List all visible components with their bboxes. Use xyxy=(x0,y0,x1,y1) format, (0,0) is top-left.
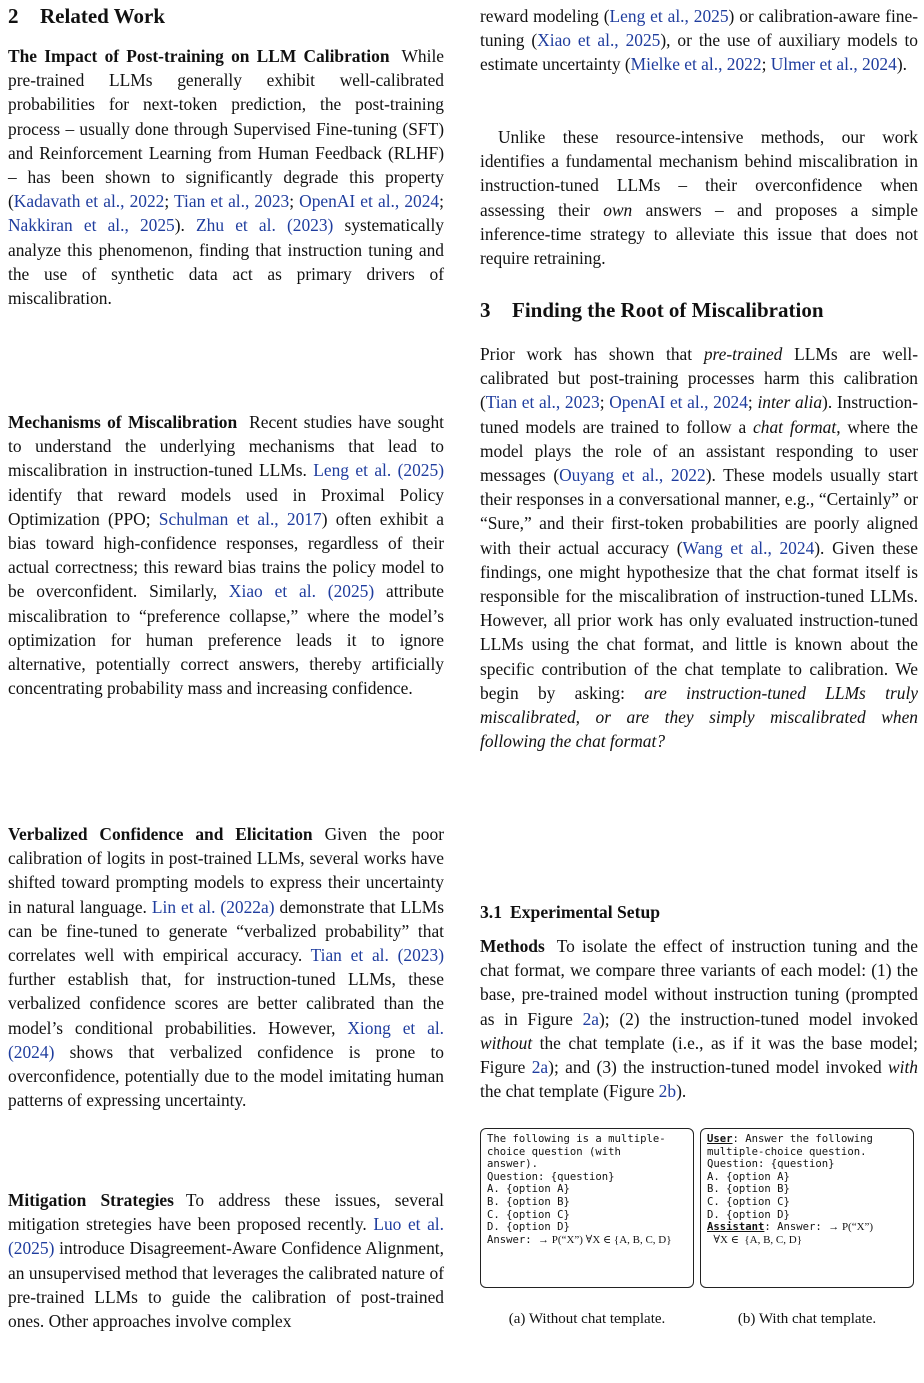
figure-2b-prompt-box xyxy=(700,1128,914,1288)
prompt-line: C. {option C} xyxy=(487,1208,570,1221)
citation-link[interactable]: Xiong et al. (2024) xyxy=(8,1017,444,1062)
section-number: 3 xyxy=(480,298,491,322)
paragraph-heading: Mitigation Strategies xyxy=(8,1190,174,1210)
prompt-line: A. {option A} xyxy=(707,1170,790,1183)
prompt-line: C. {option C} xyxy=(707,1195,790,1208)
citation-link[interactable]: Tian et al. (2023) xyxy=(310,945,444,966)
citation-link[interactable]: Mielke et al., 2022 xyxy=(630,54,762,75)
paragraph-post-training-impact: The Impact of Post-training on LLM Calibration While pre-trained LLMs generally exhibit well-calibrated probabilities for next-token prediction, the post-training process – usually done through Supervised Fine-tuning (SFT) and Reinforcement Learning from Human Feedback (RLHF) – has been shown to significantly degrade this property (Kadavath et al., 2022; Tian et al., 2023; OpenAI et al., 2024; Nakkiran et al., 2025). Zhu et al. (2023) systematically analyze this phenomenon, finding that instruction tuning and the use of synthetic data act as primary drivers of miscalibration. xyxy=(8,46,444,309)
prompt-line: D. {option D} xyxy=(487,1221,570,1234)
citation-link[interactable]: Schulman et al., 2017 xyxy=(158,508,322,529)
prompt-line: D. {option D} xyxy=(707,1208,790,1221)
prompt-answer-line: Answer: → P(“X”) ∀X ∈ {A, B, C, D} xyxy=(487,1233,672,1246)
citation-link[interactable]: Kadavath et al., 2022 xyxy=(13,191,165,212)
paragraph-methods: Methods To isolate the effect of instruction tuning and the chat format, we compare three variants of each model: (1) the base, pre-trained model without instruction tuning (prompted as in Figure 2a); (2) the instruction-tuned model invoked without the chat template (i.e., as if it was the base model; Figure 2a); and (3) the instruction-tuned model invoked with the chat template (Figure 2b). xyxy=(480,936,918,1102)
subsection-title: Experimental Setup xyxy=(510,902,661,922)
prompt-line: answer). xyxy=(487,1158,539,1171)
prompt-answer-line: ∀X ∈ {A, B, C, D} xyxy=(713,1233,802,1246)
paragraph-continued: reward modeling (Leng et al., 2025) or calibration-aware fine-tuning (Xiao et al., 2025), or the use of auxiliary models to estimate uncertainty (Mielke et al., 2022; Ulmer et al., 2024). xyxy=(480,6,918,75)
paragraph-heading: Mechanisms of Miscalibration xyxy=(8,412,238,432)
citation-link[interactable]: Lin et al. (2022a) xyxy=(151,896,275,917)
citation-link[interactable]: Leng et al., 2025 xyxy=(609,6,729,26)
figure-2a-prompt-box xyxy=(480,1128,694,1288)
figure-2b-caption: (b) With chat template. xyxy=(737,1311,877,1327)
paragraph-heading: Methods xyxy=(480,936,545,956)
paragraph-heading: Verbalized Confidence and Elicitation xyxy=(8,824,313,844)
section-number: 2 xyxy=(8,4,19,28)
prompt-line: A. {option A} xyxy=(487,1183,570,1196)
figure-reference-link[interactable]: 2a xyxy=(582,1008,599,1029)
citation-link[interactable]: Zhu et al. (2023) xyxy=(196,215,334,236)
paragraph-prior-work: Prior work has shown that pre-trained LLMs are well-calibrated but post-training processes harm this calibration (Tian et al., 2023; OpenAI et al., 2024; inter alia). Instruction-tuned models are trained to follow a chat format, where the model plays the role of an assistant responding to user messages (Ouyang et al., 2022). These models usually start their responses in a conversational manner, e.g., “Certainly” or “Sure,” and their first-token probabilities are poorly aligned with their actual accuracy (Wang et al., 2024). Given these findings, one might hypothesize that the chat format itself is responsible for the miscalibration of instruction-tuned LLMs. However, all prior work has only evaluated instruction-tuned LLMs using the chat format, and little is known about the specific contribution of the chat template to calibration. We begin by asking: are instruction-tuned LLMs truly miscalibrated, or are they simply miscalibrated when following the chat format? xyxy=(480,344,919,752)
prompt-line: choice question (with xyxy=(487,1145,621,1158)
prompt-line: The following is a multiple- xyxy=(487,1133,666,1145)
citation-link[interactable]: Xiao et al., 2025 xyxy=(537,30,661,51)
prompt-line: Question: {question} xyxy=(707,1158,835,1171)
subsection-3-1-heading xyxy=(480,900,918,924)
assistant-label: Assistant xyxy=(707,1221,765,1234)
prompt-line: B. {option B} xyxy=(707,1183,790,1196)
figure-reference-link[interactable]: 2a xyxy=(531,1057,549,1078)
prompt-line: B. {option B} xyxy=(487,1195,570,1208)
paragraph-heading: The Impact of Post-training on LLM Calibration xyxy=(8,46,390,66)
figure-2a-caption: (a) Without chat template. xyxy=(508,1311,666,1327)
citation-link[interactable]: Ouyang et al., 2022 xyxy=(559,465,706,486)
user-label: User xyxy=(707,1133,733,1145)
prompt-line: multiple-choice question. xyxy=(707,1145,867,1158)
citation-link[interactable]: OpenAI et al., 2024 xyxy=(609,392,748,413)
prompt-assistant-line: Assistant: Answer: → P(“X”) xyxy=(707,1221,874,1234)
citation-link[interactable]: Tian et al., 2023 xyxy=(174,191,290,212)
section-3-heading xyxy=(480,296,918,324)
prompt-user-line: User: Answer the following xyxy=(707,1133,873,1145)
citation-link[interactable]: Tian et al., 2023 xyxy=(485,392,600,413)
subsection-number: 3.1 xyxy=(480,902,502,922)
citation-link[interactable]: Xiao et al. (2025) xyxy=(228,581,375,602)
paragraph-verbalized-confidence: Verbalized Confidence and Elicitation Given the poor calibration of logits in post-trained LLMs, several works have shifted toward prompting models to express their uncertainty in natural language. Lin et al. (2022a) demonstrate that LLMs can be fine-tuned to generate “verbalized probability” that correlates well with empirical accuracy. Tian et al. (2023) further establish that, for instruction-tuned LLMs, these verbalized confidence scores are better calibrated than the model’s conditional probabilities. However, Xiong et al. (2024) shows that verbalized confidence is prone to overconfidence, potentially due to the model imitating human patterns of expressing uncertainty. xyxy=(8,824,444,1111)
citation-link[interactable]: Ulmer et al., 2024 xyxy=(770,54,897,75)
paragraph-unlike: Unlike these resource-intensive methods, our work identifies a fundamental mechanism behind miscalibration in instruction-tuned LLMs – their overconfidence when assessing their own answers – and proposes a simple inference-time strategy to alleviate this issue that does not require retraining. xyxy=(480,127,918,269)
section-title: Related Work xyxy=(40,4,166,28)
figure-reference-link[interactable]: 2b xyxy=(658,1081,677,1102)
citation-link[interactable]: Luo et al. (2025) xyxy=(8,1214,444,1259)
citation-link[interactable]: Wang et al., 2024 xyxy=(682,537,815,558)
citation-link[interactable]: Nakkiran et al., 2025 xyxy=(8,215,175,236)
prompt-line: Question: {question} xyxy=(487,1170,615,1183)
paragraph-mitigation: Mitigation Strategies To address these issues, several mitigation stretegies have been proposed recently. Luo et al. (2025) introduce Disagreement-Aware Confidence Alignment, an unsupervised method that leverages the calibrated nature of pre-trained LLMs to guide the calibration of post-trained ones. Other approaches involve complex xyxy=(8,1190,445,1332)
citation-link[interactable]: Leng et al. (2025) xyxy=(313,460,444,481)
paragraph-mechanisms: Mechanisms of Miscalibration Recent studies have sought to understand the underlying mechanisms that lead to miscalibration in instruction-tuned LLMs. Leng et al. (2025) identify that reward models used in Proximal Policy Optimization (PPO; Schulman et al., 2017) often exhibit a bias toward high-confidence responses, regardless of their actual correctness; this reward bias trains the policy model to be overconfident. Similarly, Xiao et al. (2025) attribute miscalibration to “preference collapse,” where the model’s optimization for human preference leads it to ignore alternative, potentially correct answers, thereby artificially concentrating probability mass and increasing confidence. xyxy=(8,412,445,699)
citation-link[interactable]: OpenAI et al., 2024 xyxy=(299,191,440,212)
section-title: Finding the Root of Miscalibration xyxy=(512,298,824,322)
section-2-heading xyxy=(8,2,444,30)
